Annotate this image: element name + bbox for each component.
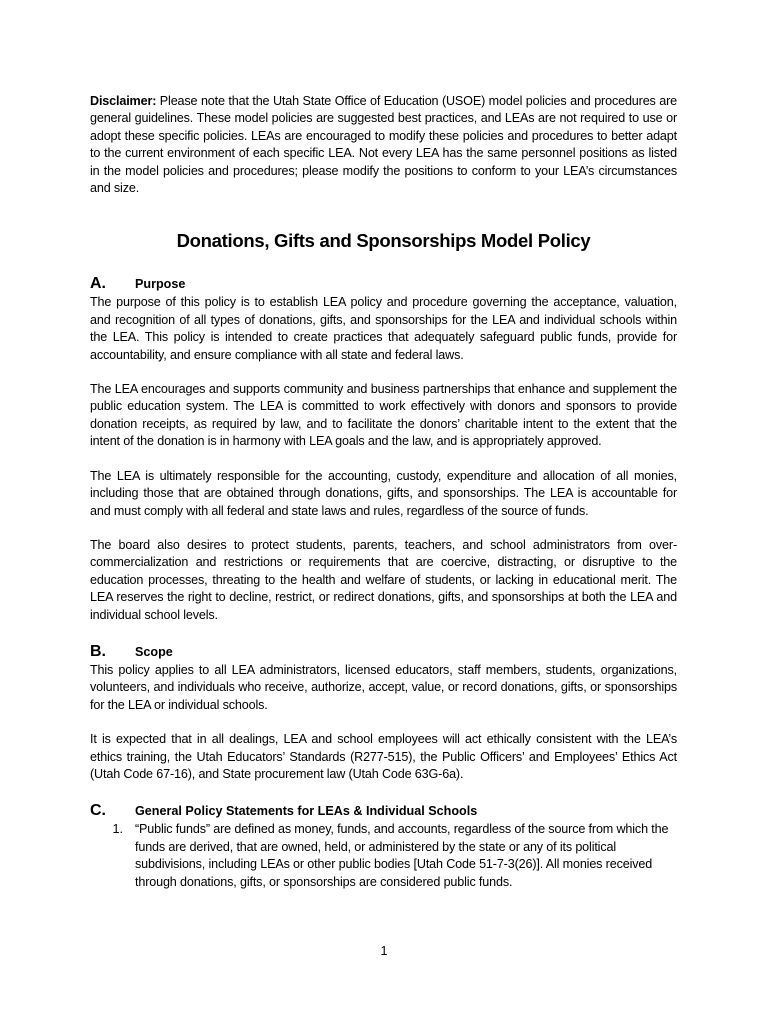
disclaimer-label: Disclaimer:	[90, 94, 157, 108]
purpose-paragraph-3: The LEA is ultimately responsible for the accounting, custody, expenditure and allocation of all monies, including those that are obtained through donations, gifts, and sponsorships. The LEA is accountable for and must comply with all federal and state laws and rules, regardless of the source of funds.	[90, 468, 677, 518]
document-title: Donations, Gifts and Sponsorships Model Policy	[176, 230, 591, 252]
scope-paragraph-2: It is expected that in all dealings, LEA and school employees will act ethically consistent with the LEA’s ethics training, the Utah Educators’ Standards (R277-515), the Public Officers’ and Employees’ Ethics Act (Utah Code 67-16), and State procurement law (Utah Code 63G-6a).	[90, 732, 677, 781]
section-a-title: Purpose	[135, 277, 186, 292]
section-a-letter: A.	[90, 275, 106, 293]
policy-statement-list	[90, 821, 677, 891]
purpose-paragraph-4: The board also desires to protect students, parents, teachers, and school administrators from over-commercialization and restrictions or requirements that are coercive, distracting, or disruptive to the education processes, threating to the health and welfare of students, or lacking in educational merit. The LEA reserves the right to decline, restrict, or redirect donations, gifts, and sponsorships at both the LEA and individual school levels.	[90, 537, 677, 622]
section-c-title: General Policy Statements for LEAs & Individual Schools	[135, 804, 478, 819]
section-b-title: Scope	[135, 644, 173, 659]
list-item-text: “Public funds” are defined as money, funds, and accounts, regardless of the source from which the funds are derived, that are owned, held, or administered by the state or any of its political subdivisions, including LEAs or other public bodies [Utah Code 51-7-3(26)]. All monies received through donations, gifts, or sponsorships are considered public funds.	[135, 822, 669, 889]
section-c-heading	[90, 801, 677, 821]
document-body	[90, 93, 677, 891]
list-item	[90, 821, 677, 891]
disclaimer-text: Please note that the Utah State Office of Education (USOE) model policies and procedures are general guidelines. These model policies are suggested best practices, and LEAs are not required to use or adopt these specific policies. LEAs are encouraged to modify these policies and procedures to better adapt to the current environment of each specific LEA. Not every LEA has the same personnel positions as listed in the model policies and procedures; please modify the positions to conform to your LEA’s circumstances and size.	[90, 94, 677, 196]
list-item-number: 1.	[112, 822, 123, 837]
section-b-letter: B.	[90, 642, 106, 660]
purpose-paragraph-2: The LEA encourages and supports community and business partnerships that enhance and supplement the public education system. The LEA is committed to work effectively with donors and sponsors to provide donation receipts, as required by law, and to facilitate the donors’ charitable intent to the extent that the intent of the donation is in harmony with LEA goals and the law, and is appropriately approved.	[90, 382, 677, 449]
page-number: 1	[380, 944, 388, 958]
scope-paragraph-1: This policy applies to all LEA administrators, licensed educators, staff members, students, organizations, volunteers, and individuals who receive, authorize, accept, value, or record donations, gifts, or sponsorships for the LEA or individual schools.	[90, 662, 677, 712]
disclaimer-paragraph	[90, 93, 677, 197]
purpose-paragraph-1: The purpose of this policy is to establish LEA policy and procedure governing the acceptance, valuation, and recognition of all types of donations, gifts, and sponsorships for the LEA and individual schools within the LEA. This policy is intended to create practices that adequately safeguard public funds, provide for accountability, and ensure compliance with all state and federal laws.	[90, 295, 677, 362]
section-b-heading	[90, 642, 677, 662]
section-a-heading	[90, 274, 677, 294]
section-c-letter: C.	[90, 802, 106, 820]
